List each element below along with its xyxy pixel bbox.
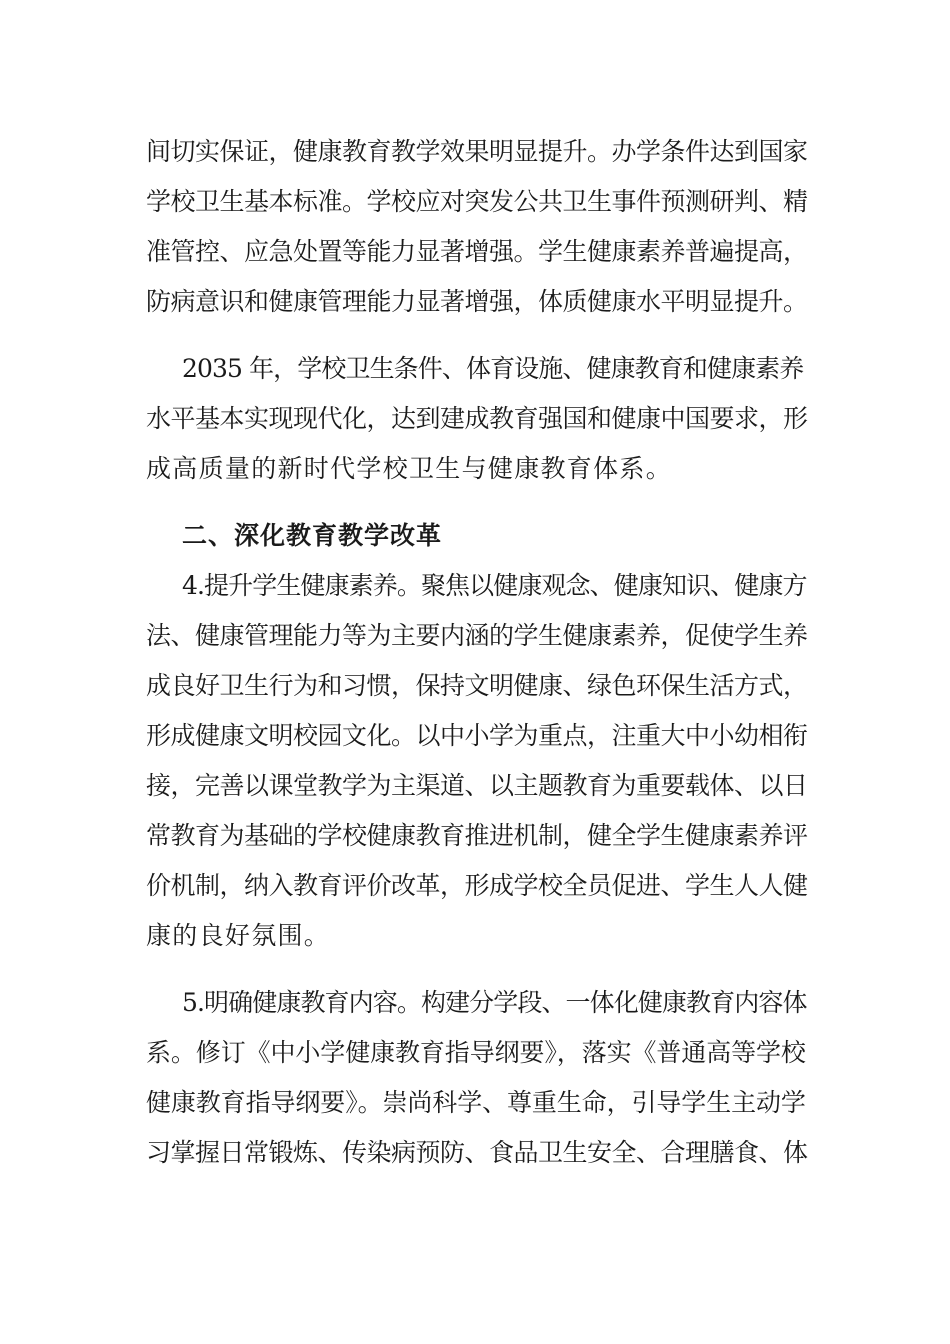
paragraph-line: 2035 年，学校卫生条件、体育设施、健康教育和健康素养 <box>182 354 804 383</box>
paragraph-line: 防病意识和健康管理能力显著增强，体质健康水平明显提升。 <box>146 287 808 316</box>
paragraph-line: 间切实保证，健康教育教学效果明显提升。办学条件达到国家 <box>146 137 808 166</box>
section-heading: 二、深化教育教学改革 <box>182 521 443 550</box>
paragraph-line: 学校卫生基本标准。学校应对突发公共卫生事件预测研判、精 <box>146 187 808 216</box>
paragraph-line: 形成健康文明校园文化。以中小学为重点，注重大中小幼相衔 <box>146 721 808 750</box>
paragraph-line: 4.提升学生健康素养。聚焦以健康观念、健康知识、健康方 <box>182 571 807 600</box>
paragraph-line: 系。修订《中小学健康教育指导纲要》，落实《普通高等学校 <box>146 1038 806 1067</box>
paragraph-line: 成高质量的新时代学校卫生与健康教育体系。 <box>146 454 673 483</box>
paragraph-line: 水平基本实现现代化，达到建成教育强国和健康中国要求，形 <box>146 404 808 433</box>
paragraph-line: 准管控、应急处置等能力显著增强。学生健康素养普遍提高， <box>146 237 808 266</box>
paragraph-line: 常教育为基础的学校健康教育推进机制，健全学生健康素养评 <box>146 821 808 850</box>
paragraph-line: 5.明确健康教育内容。构建分学段、一体化健康教育内容体 <box>182 988 807 1017</box>
paragraph-line: 法、健康管理能力等为主要内涵的学生健康素养，促使学生养 <box>146 621 808 650</box>
paragraph-line: 习掌握日常锻炼、传染病预防、食品卫生安全、合理膳食、体 <box>146 1138 808 1167</box>
paragraph-line: 健康教育指导纲要》。崇尚科学、尊重生命，引导学生主动学 <box>146 1088 806 1117</box>
paragraph-line: 价机制，纳入教育评价改革，形成学校全员促进、学生人人健 <box>146 871 808 900</box>
paragraph-line: 接，完善以课堂教学为主渠道、以主题教育为重要载体、以日 <box>146 771 808 800</box>
paragraph-line: 康的良好氛围。 <box>146 921 331 950</box>
paragraph-line: 成良好卫生行为和习惯，保持文明健康、绿色环保生活方式， <box>146 671 808 700</box>
